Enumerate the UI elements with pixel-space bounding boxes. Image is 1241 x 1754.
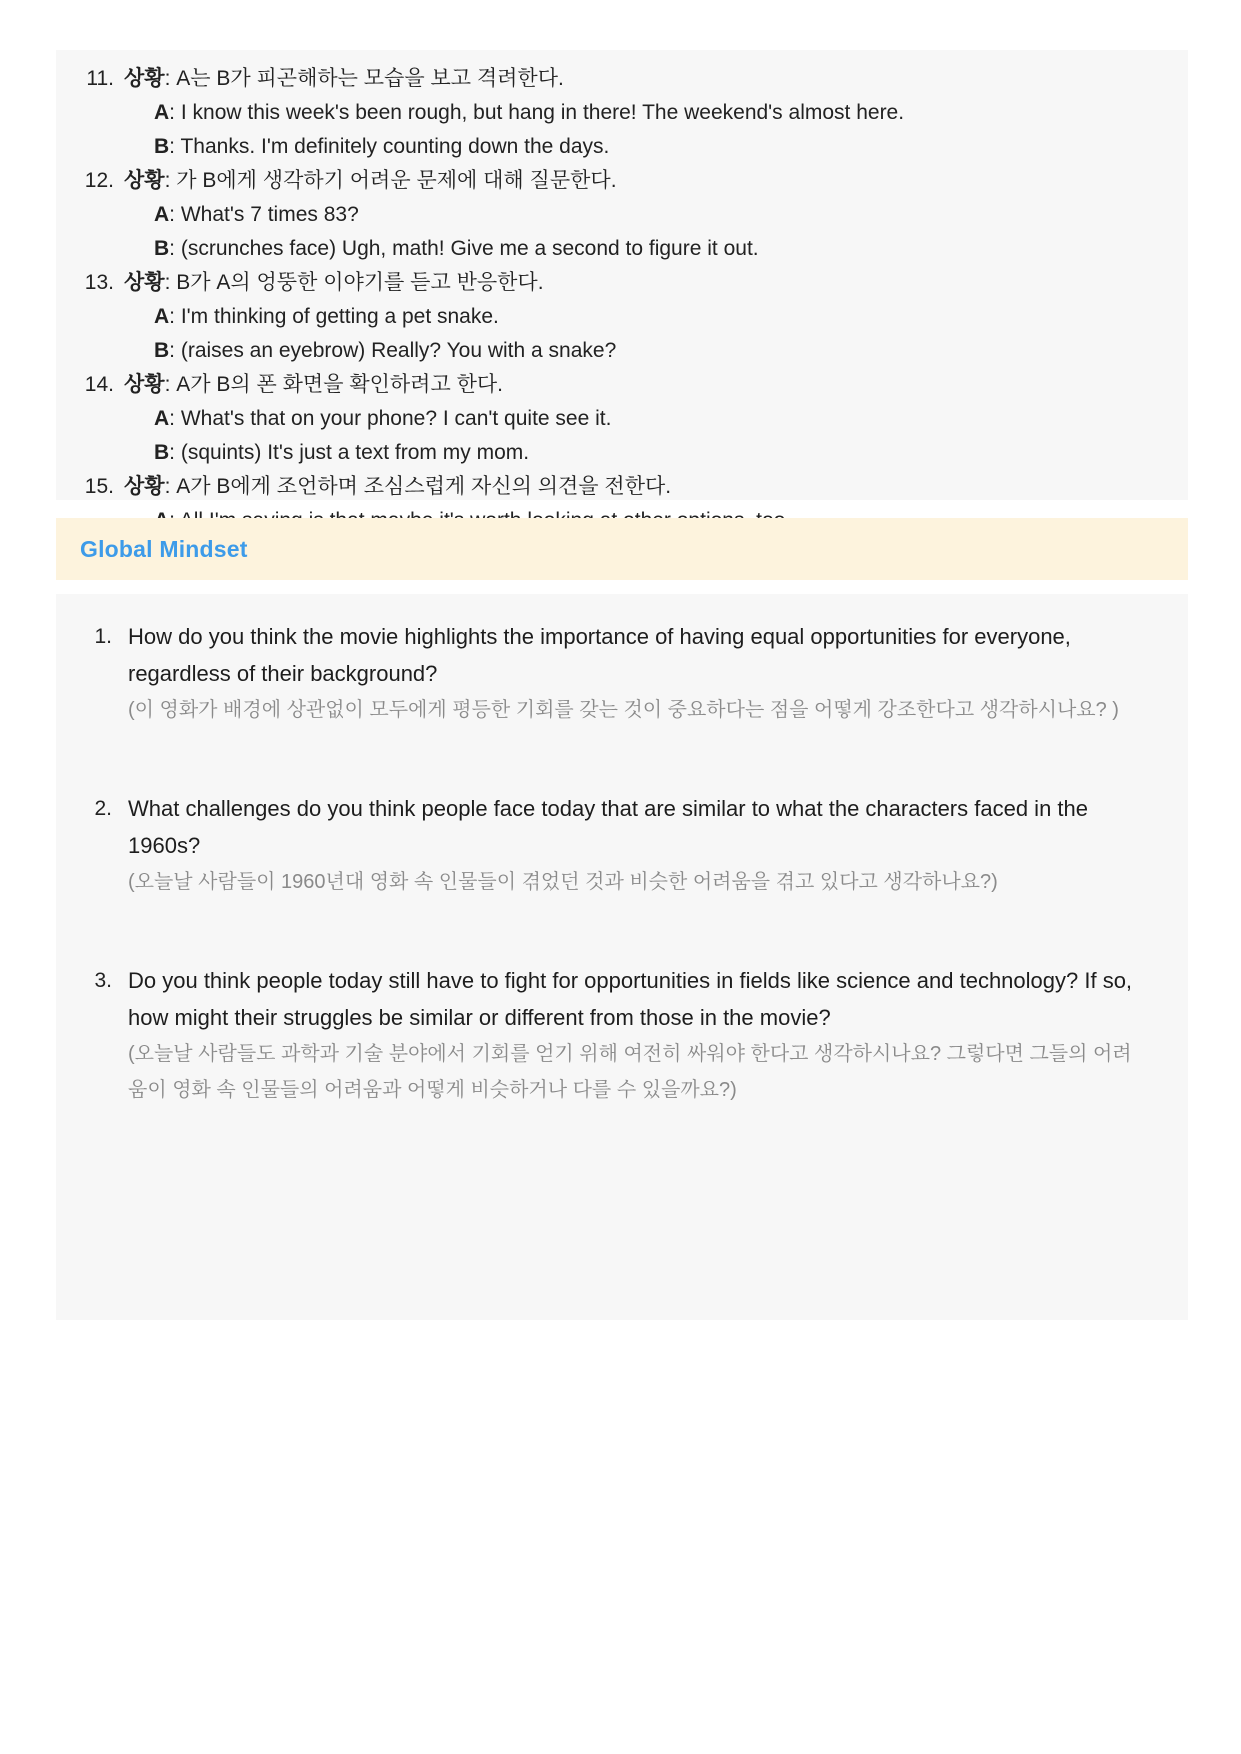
question-item (84, 962, 1144, 1108)
dialogue-body (124, 164, 1148, 266)
situation-text: : B가 A의 엉뚱한 이야기를 듣고 반응한다. (164, 271, 544, 294)
questions-block (56, 594, 1188, 1320)
dialogue-item (56, 368, 1188, 470)
dialogue-line (124, 198, 1148, 232)
situation-label: 상황 (124, 475, 165, 498)
dialogue-situation (124, 470, 1148, 504)
situation-text: : 가 B에게 생각하기 어려운 문제에 대해 질문한다. (164, 169, 617, 192)
speaker-label: B (154, 135, 170, 158)
question-item (84, 790, 1144, 900)
question-number: 3. (94, 969, 112, 992)
situation-label: 상황 (124, 373, 165, 396)
situation-label: 상황 (124, 169, 165, 192)
situation-text: : A가 B에게 조언하며 조심스럽게 자신의 의견을 전한다. (164, 475, 672, 498)
dialogue-body (124, 62, 1148, 164)
dialogue-situation (124, 368, 1148, 402)
dialogue-number: 14. (84, 373, 114, 396)
dialogue-number: 13. (84, 271, 114, 294)
dialogue-line (124, 334, 1148, 368)
speaker-text: : What's 7 times 83? (169, 203, 359, 226)
dialogue-line (124, 232, 1148, 266)
dialogue-item (56, 266, 1188, 368)
situation-label: 상황 (124, 271, 165, 294)
dialogue-situation (124, 62, 1148, 96)
dialogue-line (124, 96, 1148, 130)
dialogue-situation (124, 164, 1148, 198)
dialogue-number: 11. (86, 67, 114, 90)
question-english: Do you think people today still have to fight for opportunities in fields like science and technology? If so, how might their struggles be similar or different from those in the movie? (128, 968, 1133, 1030)
question-english: What challenges do you think people face today that are similar to what the characters faced in the 1960s? (128, 796, 1088, 858)
speaker-text: : (squints) It's just a text from my mom. (169, 441, 530, 464)
dialogue-number: 12. (84, 169, 114, 192)
speaker-label: B (154, 441, 170, 464)
dialogue-number: 15. (84, 475, 114, 498)
speaker-label: A (154, 101, 170, 124)
speaker-text: : I know this week's been rough, but hang in there! The weekend's almost here. (169, 101, 905, 124)
question-item (84, 618, 1144, 728)
question-korean: (오늘날 사람들도 과학과 기술 분야에서 기회를 얻기 위해 여전히 싸워야 한다고 생각하시나요? 그렇다면 그들의 어려움이 영화 속 인물들의 어려움과 어떻게 비슷하거나 다를 수 있을까요?) (128, 1043, 1132, 1101)
dialogue-line (124, 300, 1148, 334)
question-text (128, 618, 1144, 728)
question-text (128, 790, 1144, 900)
speaker-text: : (scrunches face) Ugh, math! Give me a second to figure it out. (169, 237, 759, 260)
speaker-label: A (154, 407, 170, 430)
speaker-label: A (154, 203, 170, 226)
dialogue-line (124, 436, 1148, 470)
situation-text: : A는 B가 피곤해하는 모습을 보고 격려한다. (164, 67, 564, 90)
dialogue-item (56, 62, 1188, 164)
question-number: 2. (94, 797, 112, 820)
question-number: 1. (94, 625, 112, 648)
question-english: How do you think the movie highlights the importance of having equal opportunities for everyone, regardless of their background? (128, 624, 1071, 686)
dialogue-block (56, 50, 1188, 500)
section-title: Global Mindset (80, 535, 248, 562)
speaker-label: A (154, 305, 170, 328)
dialogue-item (56, 164, 1188, 266)
speaker-text: : I'm thinking of getting a pet snake. (169, 305, 499, 328)
speaker-text: : What's that on your phone? I can't quite see it. (169, 407, 612, 430)
question-korean: (이 영화가 배경에 상관없이 모두에게 평등한 기회를 갖는 것이 중요하다는 점을 어떻게 강조한다고 생각하시나요? ) (128, 699, 1119, 721)
question-korean: (오늘날 사람들이 1960년대 영화 속 인물들이 겪었던 것과 비슷한 어려움을 겪고 있다고 생각하나요?) (128, 871, 998, 893)
dialogue-body (124, 368, 1148, 470)
speaker-label: B (154, 237, 170, 260)
question-text (128, 962, 1144, 1108)
speaker-text: : Thanks. I'm definitely counting down the days. (169, 135, 610, 158)
speaker-label: B (154, 339, 170, 362)
section-header (56, 518, 1188, 580)
dialogue-body (124, 266, 1148, 368)
situation-text: : A가 B의 폰 화면을 확인하려고 한다. (164, 373, 503, 396)
speaker-text: : (raises an eyebrow) Really? You with a snake? (169, 339, 617, 362)
dialogue-situation (124, 266, 1148, 300)
dialogue-line (124, 130, 1148, 164)
dialogue-line (124, 402, 1148, 436)
situation-label: 상황 (124, 67, 165, 90)
